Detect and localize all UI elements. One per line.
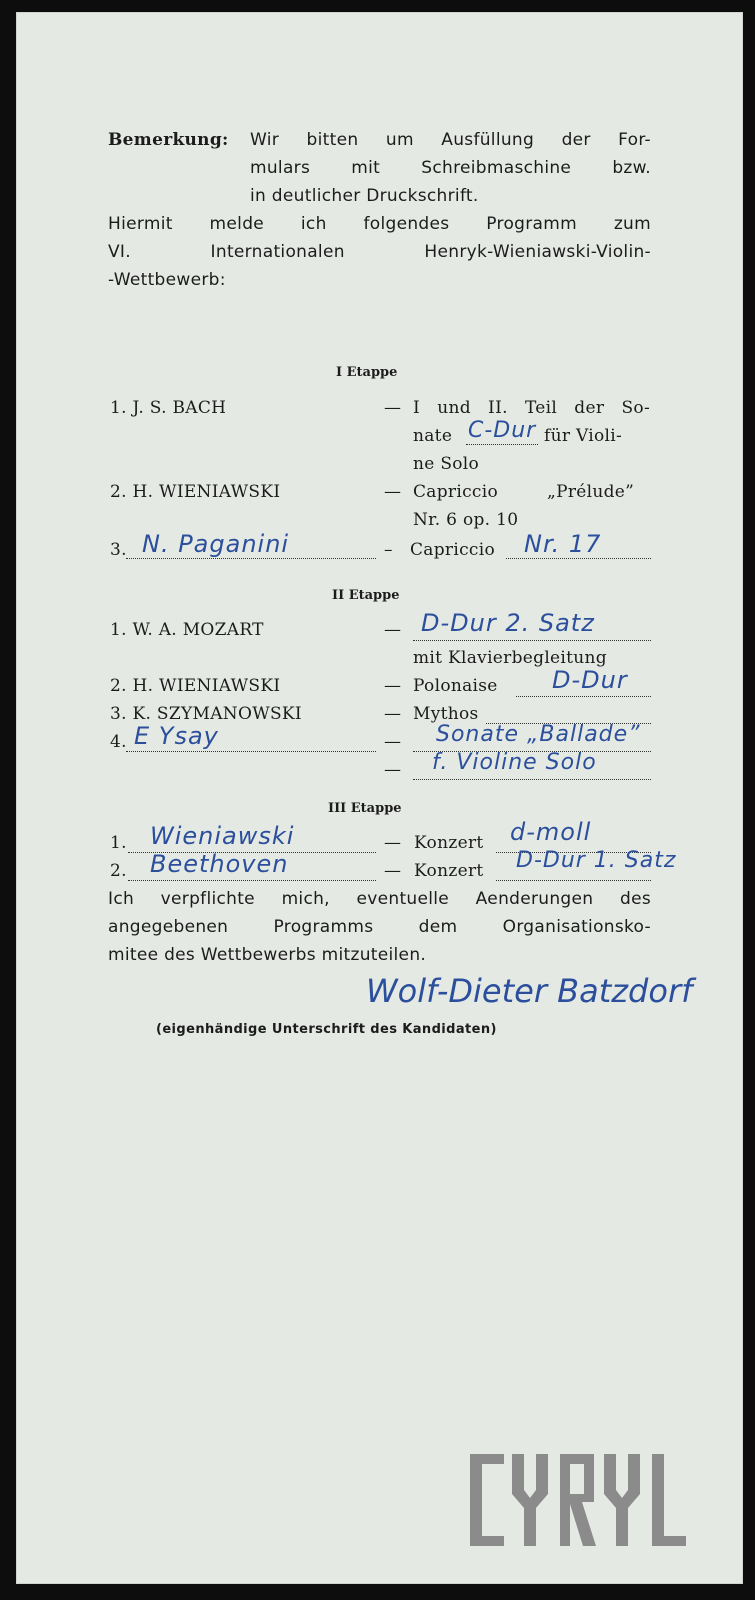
stage3-item2-handwritten-work: D-Dur 1. Satz — [516, 848, 677, 873]
obligation-line-2: angegebenen Programms dem Organisationsko- — [108, 917, 651, 937]
stage2-item5-dotted-line — [413, 779, 651, 780]
stage2-item4-dotted-line — [126, 751, 376, 752]
stage1-item2-composer: 2. H. WIENIAWSKI — [110, 482, 281, 502]
stage1-item3-dotted-line — [126, 558, 376, 559]
stage1-item3-dotted-line-2 — [506, 558, 651, 559]
signature-caption: (eigenhändige Unterschrift des Kandidaten) — [156, 1022, 497, 1037]
stage2-item5-handwritten: f. Violine Solo — [432, 750, 597, 775]
stage2-item1-text2: mit Klavierbegleitung — [413, 648, 607, 668]
stage2-item4-handwritten-composer: E Ysay — [134, 722, 219, 750]
stage2-item2-text: Polonaise — [413, 676, 498, 696]
stage1-item3-number: 3. — [110, 540, 127, 560]
watermark-text: CYRYL — [470, 1450, 474, 1451]
stage2-item2-dotted-line — [516, 696, 651, 697]
obligation-line-1: Ich verpflichte mich, eventuelle Aenderungen des — [108, 889, 651, 909]
document-sheet — [16, 12, 743, 1584]
stage1-item2-text1b: „Prélude” — [547, 482, 635, 502]
stage2-item1-composer: 1. W. A. MOZART — [110, 620, 264, 640]
stage1-item1-text2a: nate — [413, 426, 453, 446]
stage1-item1-composer: 1. J. S. BACH — [110, 398, 227, 418]
cyryl-watermark-logo — [470, 1450, 710, 1550]
stage3-item1-text: Konzert — [414, 833, 484, 853]
remark-line-3: in deutlicher Druckschrift. — [250, 186, 479, 206]
stage2-item4-number: 4. — [110, 732, 127, 752]
stage1-item3-handwritten-work: Nr. 17 — [524, 530, 602, 558]
stage1-item1-text1: I und II. Teil der So- — [413, 398, 650, 418]
stage2-item3-dash: — — [384, 704, 402, 724]
stage1-item1-dotted-line — [466, 444, 538, 445]
handwritten-signature: Wolf-Dieter Batzdorf — [366, 972, 693, 1010]
stage2-item2-composer: 2. H. WIENIAWSKI — [110, 676, 281, 696]
stage2-item3-composer: 3. K. SZYMANOWSKI — [110, 704, 302, 724]
stage2-item2-dash: — — [384, 676, 402, 696]
stage3-item2-text: Konzert — [414, 861, 484, 881]
stage3-item2-dash: — — [384, 861, 402, 881]
stage3-item2-dotted-line — [128, 880, 376, 881]
stage3-item1-handwritten-composer: Wieniawski — [150, 822, 295, 850]
stage2-item3-text: Mythos — [413, 704, 479, 724]
remark-line-1: Wir bitten um Ausfüllung der For- — [250, 130, 651, 150]
stage2-item1-dotted-line — [413, 640, 651, 641]
stage3-item1-handwritten-work: d-moll — [510, 818, 592, 846]
stage1-item3-handwritten-composer: N. Paganini — [142, 530, 290, 558]
stage1-item2-text1a: Capriccio — [413, 482, 499, 502]
stage1-item1-text3: ne Solo — [413, 454, 480, 474]
intro-line-3: -Wettbewerb: — [108, 270, 226, 290]
stage2-item2-handwritten: D-Dur — [552, 666, 628, 694]
stage2-item5-dash: — — [384, 760, 402, 780]
remark-label: Bemerkung: — [108, 130, 229, 150]
stage1-item3-text: Capriccio — [410, 540, 496, 560]
stage1-item1-handwritten: C-Dur — [468, 418, 537, 443]
stage1-item1-text2b: für Violi- — [544, 426, 623, 446]
intro-line-2: VI. Internationalen Henryk-Wieniawski-Violin- — [108, 242, 651, 262]
stage1-heading: I Etappe — [336, 365, 398, 380]
stage3-item2-dotted-line-2 — [496, 880, 651, 881]
stage1-item3-dash: – — [384, 540, 393, 560]
remark-line-2: mulars mit Schreibmaschine bzw. — [250, 158, 651, 178]
stage3-heading: III Etappe — [328, 801, 402, 816]
stage3-item1-number: 1. — [110, 833, 127, 853]
stage1-item2-dash: — — [384, 482, 402, 502]
stage2-item4-dash: — — [384, 732, 402, 752]
stage2-heading: II Etappe — [332, 588, 400, 603]
intro-line-1: Hiermit melde ich folgendes Programm zum — [108, 214, 651, 234]
stage2-item1-handwritten: D-Dur 2. Satz — [421, 609, 595, 637]
stage1-item1-dash: — — [384, 398, 402, 418]
stage3-item2-number: 2. — [110, 861, 127, 881]
stage3-item1-dash: — — [384, 833, 402, 853]
stage3-item2-handwritten-composer: Beethoven — [150, 850, 289, 878]
obligation-line-3: mitee des Wettbewerbs mitzuteilen. — [108, 945, 427, 965]
stage1-item2-text2: Nr. 6 op. 10 — [413, 510, 519, 530]
stage2-item4-handwritten-work: Sonate „Ballade” — [436, 722, 641, 747]
stage2-item1-dash: — — [384, 620, 402, 640]
